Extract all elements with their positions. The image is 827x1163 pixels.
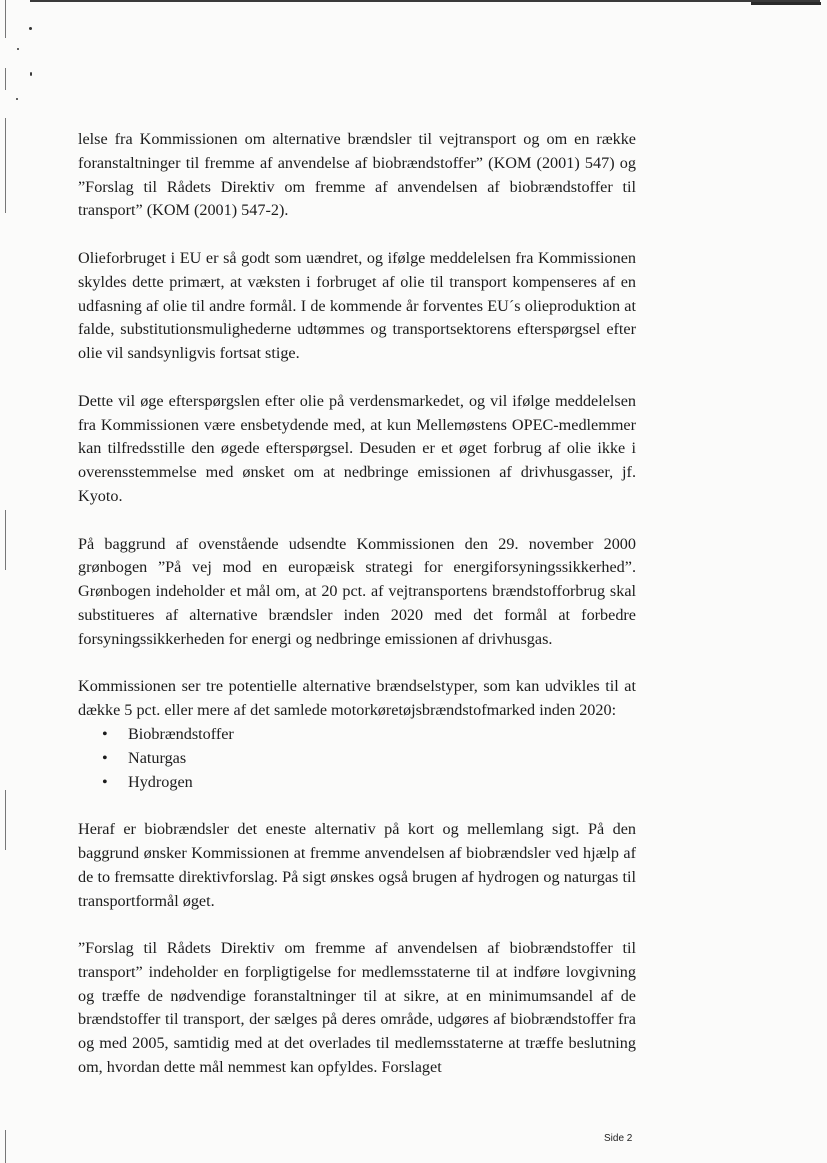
page-number: Side 2	[604, 1133, 633, 1144]
list-item	[78, 771, 636, 795]
scan-speck	[29, 27, 32, 30]
list-item-label: Naturgas	[128, 748, 187, 767]
scan-edge-mark	[5, 510, 6, 570]
scan-edge-mark	[5, 1130, 6, 1163]
scan-speck	[17, 48, 19, 50]
top-scan-rule-end	[751, 2, 821, 5]
paragraph: Dette vil øge efterspørgslen efter olie på verdensmarkedet, og vil ifølge meddelelsen fra Kommissionen være ensbetydende med, at kun Mellemøstens OPEC-medlemmer kan tilfredsstille den øgede efterspørgsel. Desuden er et øget forbrug af olie ikke i overensstemmelse med ønsket om at nedbringe emissionen af drivhusgasser, jf. Kyoto.	[78, 391, 636, 505]
list-item	[78, 723, 636, 747]
scan-speck	[16, 98, 18, 100]
scan-edge-mark	[5, 790, 6, 850]
top-scan-rule	[30, 0, 820, 2]
scan-edge-mark	[5, 68, 6, 90]
list-item	[78, 747, 636, 771]
document-body	[78, 128, 636, 1104]
paragraph: Heraf er biobrændsler det eneste alternativ på kort og mellemlang sigt. På den baggrund ønsker Kommissionen at fremme anvendelsen af biobrændsler ved hjælp af de to fremsatte direktivforslag. På sigt ønskes også brugen af hydrogen og naturgas til transportformål øget.	[78, 820, 636, 910]
paragraph: Olieforbruget i EU er så godt som uændret, og ifølge meddelelsen fra Kommissionen skyldes dette primært, at væksten i forbruget af olie til transport kompenseres af en udfasning af olie til andre formål. I de kommende år forventes EU´s olieproduktion at falde, substitutionsmulighederne udtømmes og transportsektorens efterspørgsel efter olie vil sandsynligvis fortsat stige.	[78, 248, 636, 363]
scan-edge-mark	[5, 118, 6, 213]
bullet-icon: •	[102, 772, 108, 791]
bullet-icon: •	[102, 724, 108, 743]
bullet-icon: •	[102, 748, 108, 767]
paragraph: På baggrund af ovenstående udsendte Kommissionen den 29. november 2000 grønbogen ”På vej mod en europæisk strategi for energiforsyningssikkerhed”. Grønbogen indeholder et mål om, at 20 pct. af vejtransportens brændstofforbrug skal substitueres af alternative brændsler inden 2020 med det formål at forbedre forsyningssikkerheden for energi og nedbringe emissionen af drivhusgas.	[78, 534, 636, 648]
paragraph: Kommissionen ser tre potentielle alternative brændselstyper, som kan udvikles til at dække 5 pct. eller mere af det samlede motorkøretøjsbrændstofmarked inden 2020:	[78, 677, 636, 720]
list-item-label: Hydrogen	[128, 772, 193, 791]
scan-speck	[30, 72, 32, 76]
scan-edge-mark	[5, 0, 6, 38]
paragraph: lelse fra Kommissionen om alternative brændsler til vejtransport og om en række foranstaltninger til fremme af anvendelse af biobrændstoffer” (KOM (2001) 547) og ”Forslag til Rådets Direktiv om fremme af anvendelsen af biobrændstoffer til transport” (KOM (2001) 547-2).	[78, 130, 636, 220]
fuel-type-list	[78, 723, 636, 794]
list-item-label: Biobrændstoffer	[128, 724, 234, 743]
paragraph: ”Forslag til Rådets Direktiv om fremme af anvendelsen af biobrændstoffer til transport” indeholder en forpligtigelse for medlemsstaterne til at indføre lovgivning og træffe de nødvendige foranstaltninger til at sikre, at en minimumsandel af de brændstoffer til transport, der sælges på deres område, udgøres af biobrændstoffer fra og med 2005, samtidig med at det overlades til medlemsstaterne at træffe beslutning om, hvordan dette mål nemmest kan opfyldes. Forslaget	[78, 939, 636, 1077]
